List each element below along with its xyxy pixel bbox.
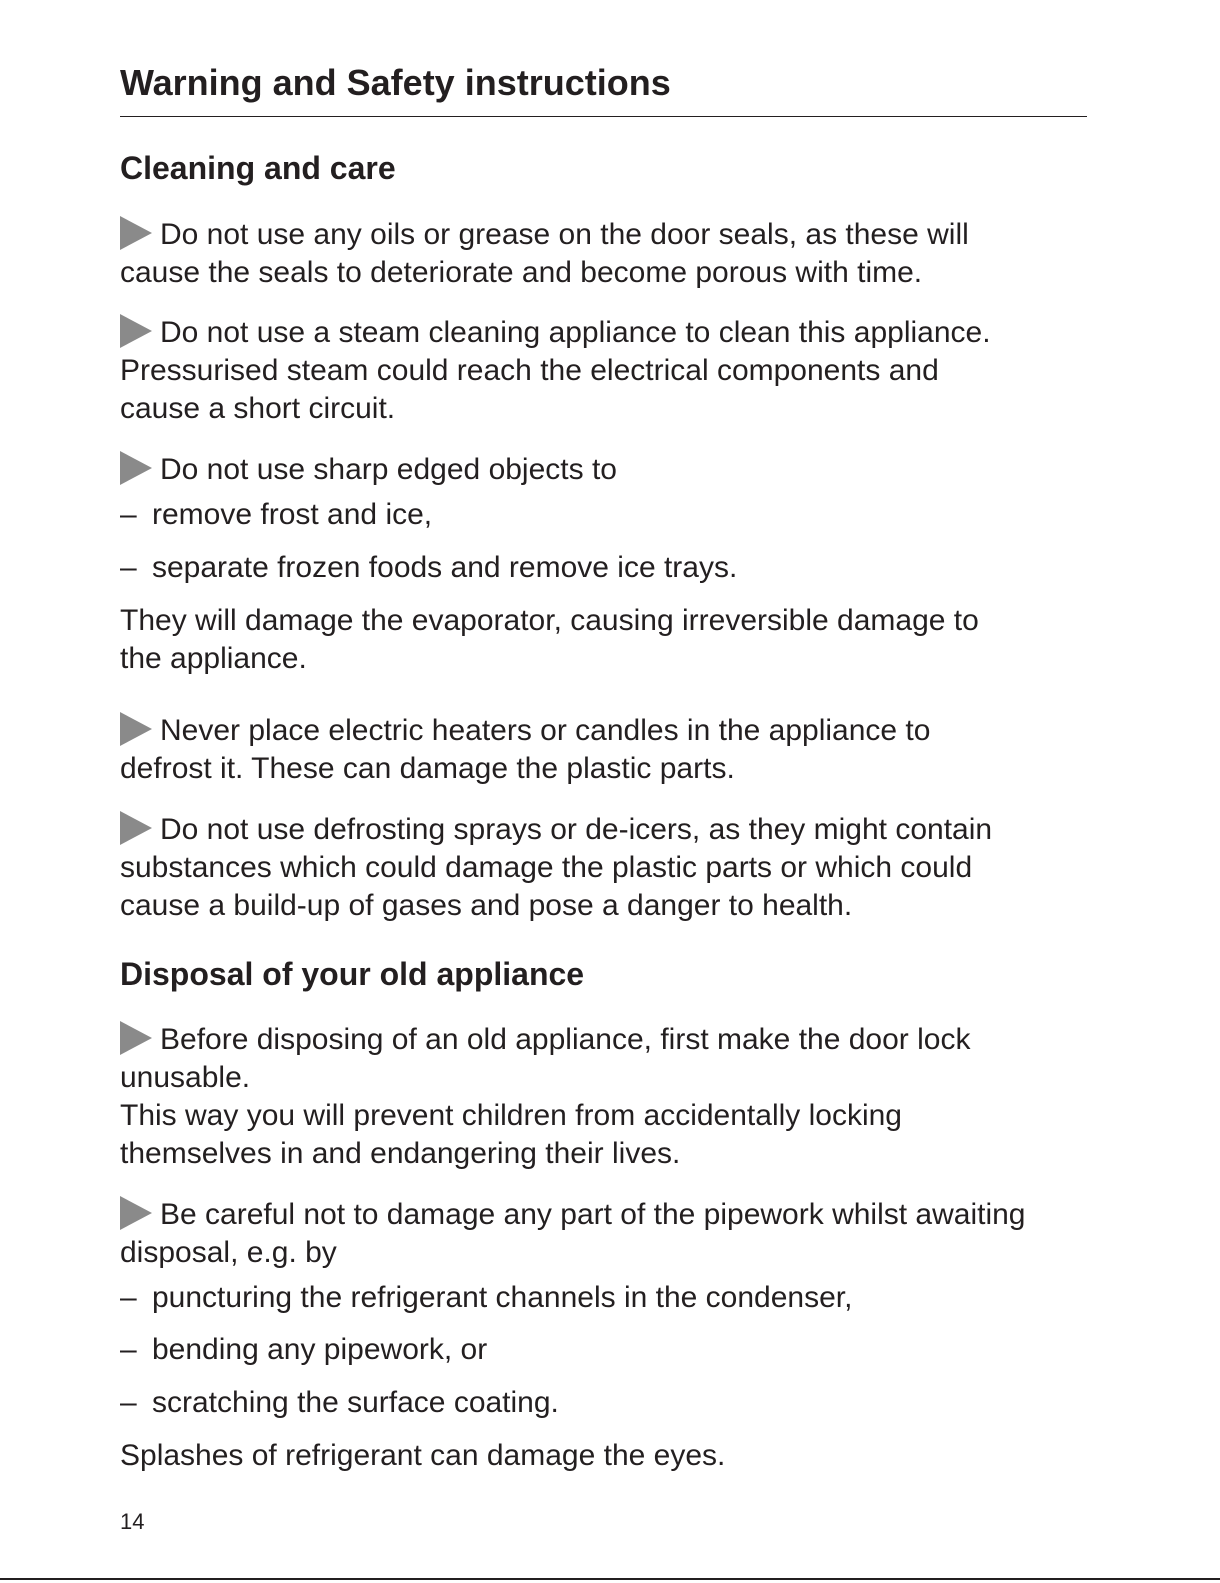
section-heading-disposal: Disposal of your old appliance bbox=[120, 956, 585, 992]
warning-triangle-icon bbox=[120, 216, 152, 250]
warning-text: Before disposing of an old appliance, first make the door lock unusable. This way you will prevent children from accidentally locking themselves in and endangering their lives. bbox=[120, 1023, 971, 1170]
closing-paragraph: Splashes of refrigerant can damage the eyes. bbox=[120, 1439, 726, 1472]
warning-triangle-icon bbox=[120, 712, 152, 746]
warning-text: Be careful not to damage any part of the pipework whilst awaiting disposal, e.g. by bbox=[120, 1198, 1026, 1269]
warning-triangle-icon bbox=[120, 1021, 152, 1055]
warning-paragraph bbox=[120, 451, 617, 489]
warning-paragraph bbox=[120, 811, 992, 925]
list-item-text: bending any pipework, or bbox=[152, 1333, 488, 1366]
dash-bullet: – bbox=[120, 1333, 137, 1366]
warning-text: Do not use a steam cleaning appliance to clean this appliance. Pressurised steam could reach the electrical components and cause a short circuit. bbox=[120, 316, 991, 425]
title-divider bbox=[120, 116, 1087, 117]
warning-triangle-icon bbox=[120, 811, 152, 845]
warning-triangle-icon bbox=[120, 1196, 152, 1230]
list-item bbox=[120, 549, 737, 587]
list-item bbox=[120, 1384, 559, 1422]
warning-text: Do not use sharp edged objects to bbox=[160, 453, 617, 486]
section-heading-cleaning: Cleaning and care bbox=[120, 150, 396, 186]
list-item bbox=[120, 496, 432, 534]
list-item-text: separate frozen foods and remove ice trays. bbox=[152, 551, 738, 584]
warning-text: Do not use any oils or grease on the door seals, as these will cause the seals to deteriorate and become porous with time. bbox=[120, 218, 969, 289]
warning-paragraph bbox=[120, 314, 991, 428]
list-item-text: scratching the surface coating. bbox=[152, 1386, 559, 1419]
page-title: Warning and Safety instructions bbox=[120, 62, 671, 103]
list-item bbox=[120, 1331, 487, 1369]
dash-bullet: – bbox=[120, 1386, 137, 1419]
list-item-text: puncturing the refrigerant channels in the condenser, bbox=[152, 1281, 853, 1314]
warning-paragraph bbox=[120, 1196, 1026, 1272]
dash-bullet: – bbox=[120, 498, 137, 531]
warning-triangle-icon bbox=[120, 451, 152, 485]
list-item-text: remove frost and ice, bbox=[152, 498, 433, 531]
page-number: 14 bbox=[120, 1509, 145, 1534]
warning-triangle-icon bbox=[120, 314, 152, 348]
warning-paragraph bbox=[120, 712, 930, 788]
list-item bbox=[120, 1279, 852, 1317]
warning-paragraph bbox=[120, 216, 969, 292]
warning-text: Do not use defrosting sprays or de-icers, as they might contain substances which could damage the plastic parts or which could cause a build-up of gases and pose a danger to health. bbox=[120, 813, 993, 922]
followup-paragraph: They will damage the evaporator, causing irreversible damage to the appliance. bbox=[120, 604, 979, 675]
warning-paragraph bbox=[120, 1021, 970, 1173]
dash-bullet: – bbox=[120, 1281, 137, 1314]
bottom-border bbox=[0, 1578, 1220, 1580]
dash-bullet: – bbox=[120, 551, 137, 584]
warning-text: Never place electric heaters or candles in the appliance to defrost it. These can damage the plastic parts. bbox=[120, 714, 931, 785]
